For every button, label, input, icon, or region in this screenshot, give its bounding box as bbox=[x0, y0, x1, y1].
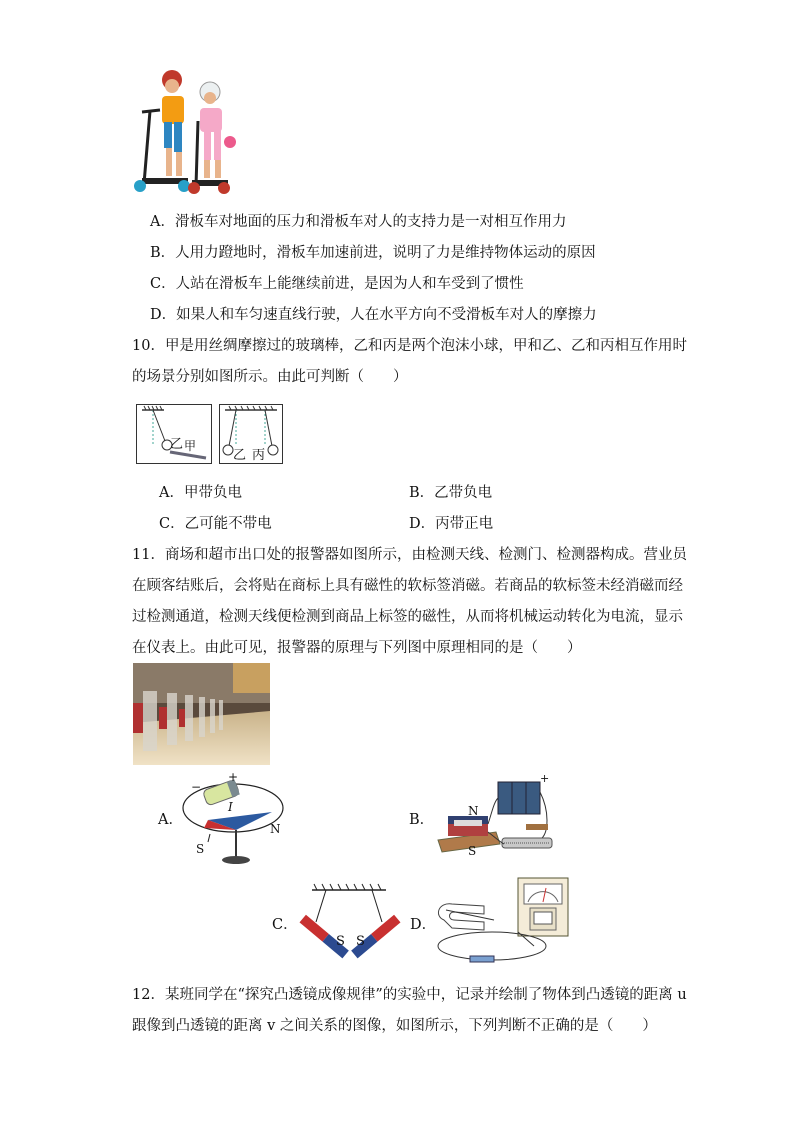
q10-option-a: A．甲带负电 bbox=[159, 485, 242, 501]
q11-figb-plus: + bbox=[540, 772, 550, 785]
q11-figb-north: N bbox=[468, 804, 479, 818]
q10-stem-line-2: 的场景分别如图所示。由此可判断（ ） bbox=[132, 369, 408, 385]
q9-option-d: D．如果人和车匀速直线行驶，人在水平方向不受滑板车对人的摩擦力 bbox=[150, 307, 597, 323]
q11-stem-line-3: 过检测通道，检测天线便检测到商品上标签的磁性，从而将机械运动转化为电流，显示 bbox=[132, 609, 683, 625]
q11-option-c-label: C． bbox=[272, 917, 298, 933]
q11-figa-plus: + bbox=[228, 770, 239, 784]
q12-stem-line-1: 12．某班同学在“探究凸透镜成像规律”的实验中，记录并绘制了物体到凸透镜的距离 u bbox=[132, 987, 687, 1003]
q11-figure-b-motor bbox=[432, 772, 560, 872]
q11-figure-c-magnets bbox=[292, 880, 408, 964]
q10-option-b: B．乙带负电 bbox=[409, 485, 493, 501]
q10-figure-right bbox=[219, 404, 283, 464]
q11-option-b-label: B． bbox=[409, 812, 435, 828]
q11-figb-south: S bbox=[468, 844, 477, 858]
q10-label-jia: 甲 bbox=[184, 439, 197, 453]
q11-figa-current: I bbox=[228, 800, 233, 814]
q10-label-yi-right: 乙 bbox=[233, 448, 247, 463]
q10-stem-line-1: 10．甲是用丝绸摩擦过的玻璃棒，乙和丙是两个泡沫小球，甲和乙、乙和丙相互作用时 bbox=[132, 338, 687, 354]
q9-option-c: C．人站在滑板车上能继续前进，是因为人和车受到了惯性 bbox=[150, 276, 524, 292]
q11-stem-line-2: 在顾客结账后，会将贴在商标上具有磁性的软标签消磁。若商品的软标签未经消磁而经 bbox=[132, 578, 683, 594]
q11-option-d-label: D． bbox=[410, 917, 437, 933]
q9-option-b: B．人用力蹬地时，滑板车加速前进，说明了力是维持物体运动的原因 bbox=[150, 245, 596, 261]
q11-figa-south: S bbox=[196, 842, 205, 856]
q11-figure-d-induction bbox=[434, 876, 572, 972]
q10-label-yi-left: 乙 bbox=[170, 437, 184, 452]
q11-option-a-label: A． bbox=[158, 812, 183, 828]
q10-option-d: D．丙带正电 bbox=[409, 516, 494, 532]
store-exit-detector-image bbox=[133, 663, 270, 765]
q11-figa-minus: − bbox=[191, 780, 202, 794]
q10-option-c: C．乙可能不带电 bbox=[159, 516, 272, 532]
q11-figc-s-left: S bbox=[336, 934, 345, 949]
q11-stem-line-1: 11．商场和超市出口处的报警器如图所示，由检测天线、检测门、检测器构成。营业员 bbox=[132, 547, 687, 563]
q11-figa-north: N bbox=[270, 822, 281, 836]
q11-stem-line-4: 在仪表上。由此可见，报警器的原理与下列图中原理相同的是（ ） bbox=[132, 640, 582, 656]
q12-stem-line-2: 跟像到凸透镜的距离 v 之间关系的图像，如图所示，下列判断不正确的是（ ） bbox=[132, 1018, 657, 1034]
scooter-kids-image bbox=[130, 66, 245, 198]
q10-label-bing: 丙 bbox=[252, 448, 266, 463]
q11-figc-s-right: S bbox=[356, 934, 365, 949]
q9-option-a: A．滑板车对地面的压力和滑板车对人的支持力是一对相互作用力 bbox=[150, 214, 567, 230]
